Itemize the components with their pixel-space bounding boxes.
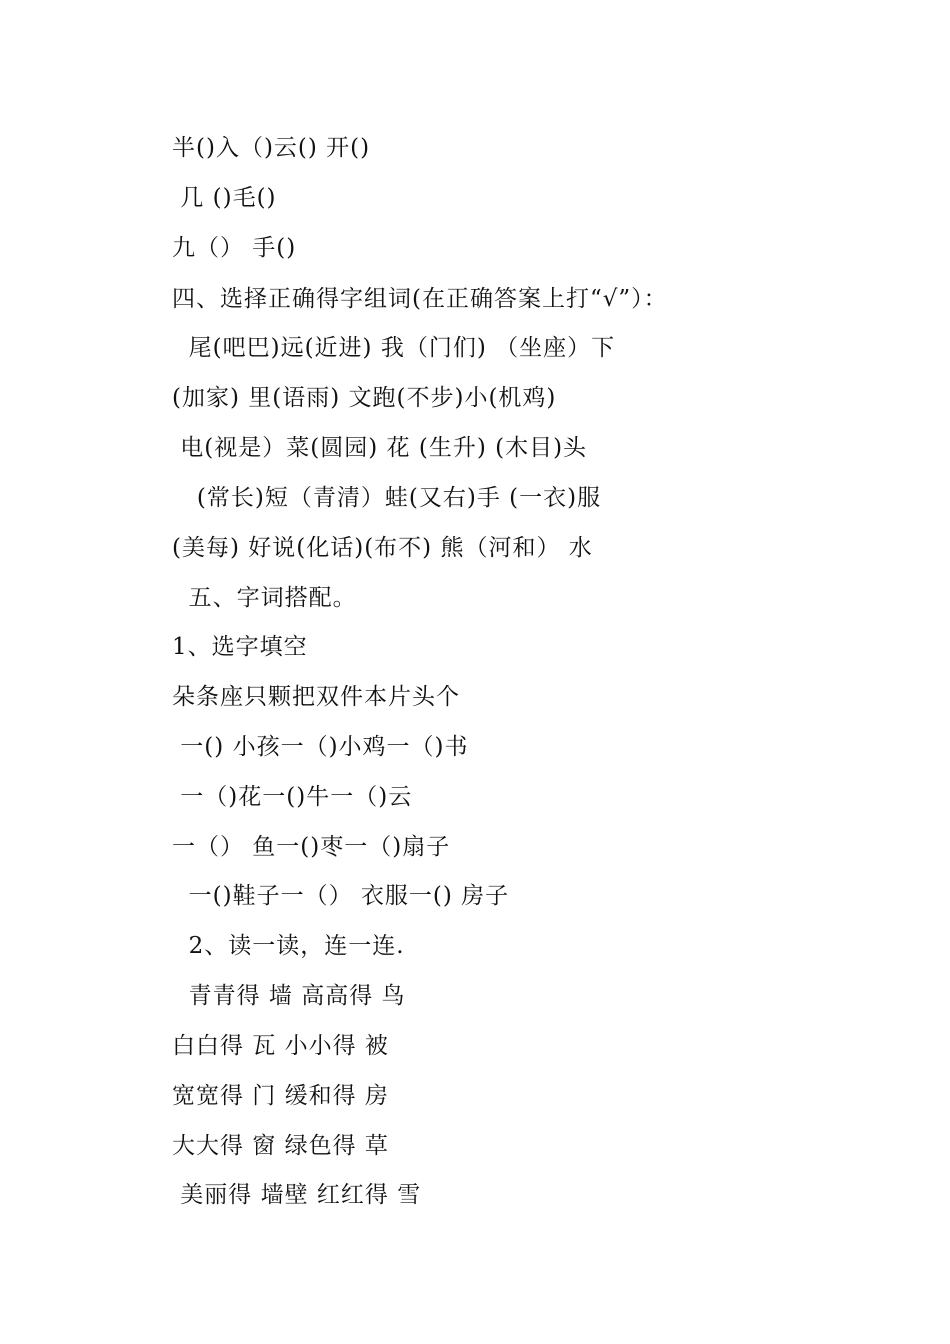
text-line-21: 大大得 窗 绿色得 草 bbox=[172, 1133, 389, 1159]
text-line-18: 青青得 墙 高高得 鸟 bbox=[172, 983, 406, 1009]
text-line-9: (美每) 好说(化话)(布不) 熊（河和） 水 bbox=[172, 535, 593, 561]
text-line-2: 几 ()毛() bbox=[172, 185, 277, 211]
text-line-19: 白白得 瓦 小小得 被 bbox=[172, 1033, 389, 1059]
text-line-16: 一()鞋子一（） 衣服一() 房子 bbox=[172, 883, 510, 909]
word-bank: 朵条座只颗把双件本片头个 bbox=[172, 684, 460, 710]
section-heading-4: 四、选择正确得字组词(在正确答案上打“√”）： bbox=[172, 286, 668, 312]
text-line-22: 美丽得 墙壁 红红得 雪 bbox=[172, 1182, 422, 1208]
text-line-6: (加家) 里(语雨) 文跑(不步)小(机鸡) bbox=[172, 385, 557, 411]
subheading-1: 1、选字填空 bbox=[172, 634, 308, 660]
text-line-3: 九（） 手() bbox=[172, 235, 297, 261]
text-line-13: 一() 小孩一（)小鸡一（)书 bbox=[172, 734, 469, 760]
text-line-7: 电(视是）菜(圆园) 花 (生升) (木目)头 bbox=[172, 435, 588, 461]
text-line-1: 半()入（)云() 开() bbox=[172, 135, 371, 161]
section-heading-5: 五、字词搭配。 bbox=[172, 585, 357, 611]
text-line-14: 一（)花一()牛一（)云 bbox=[172, 784, 413, 810]
text-line-8: (常长)短（青清）蛙(又右)手 (一衣)服 bbox=[172, 485, 602, 511]
subheading-2: 2、读一读，连一连. bbox=[172, 933, 405, 959]
text-line-15: 一（） 鱼一()枣一（)扇子 bbox=[172, 834, 451, 860]
text-line-20: 宽宽得 门 缓和得 房 bbox=[172, 1083, 389, 1109]
text-line-5: 尾(吧巴)远(近进) 我（门们) （坐座）下 bbox=[172, 335, 616, 361]
